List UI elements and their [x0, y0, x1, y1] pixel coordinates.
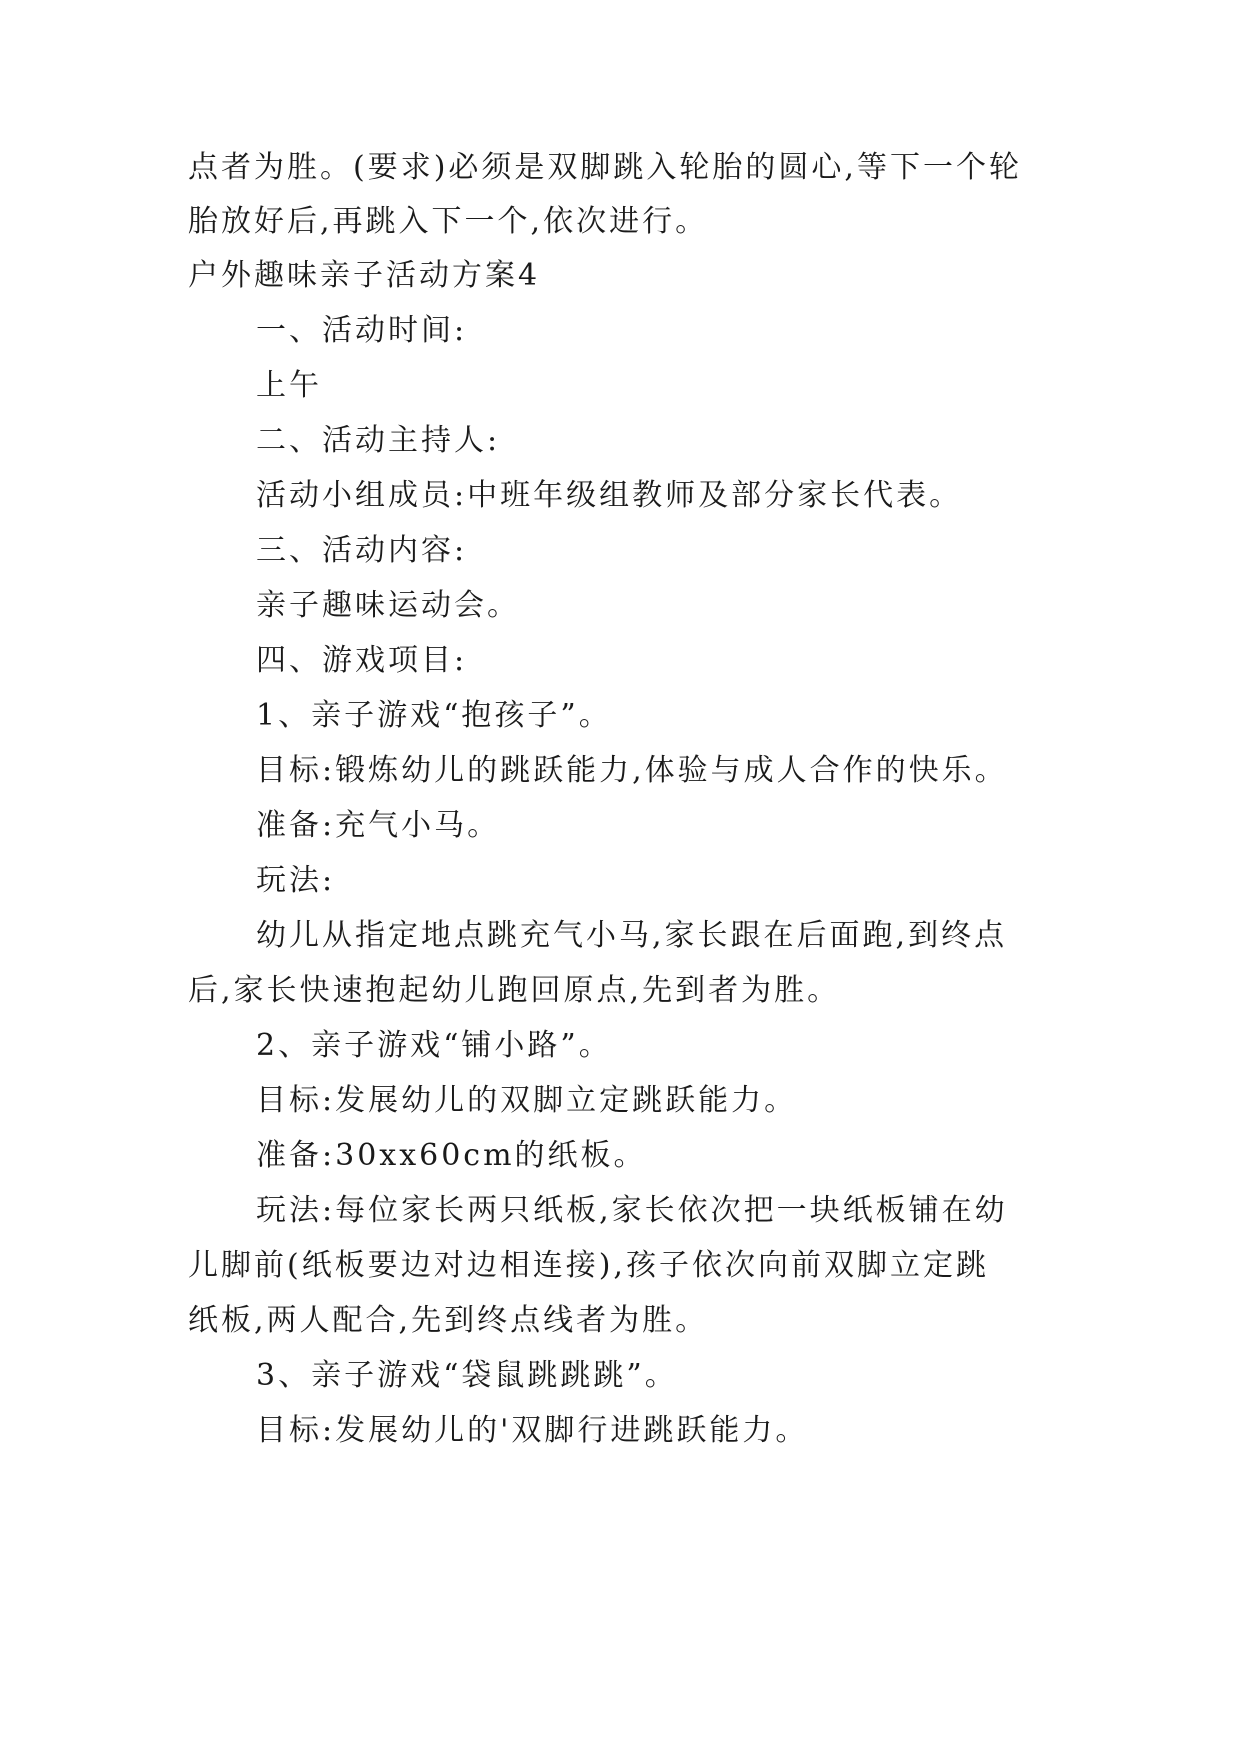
body-text-line: 准备:30xx60cm的纸板。: [256, 1138, 647, 1173]
body-text-line: 亲子趣味运动会。: [256, 588, 520, 623]
body-text-line: 儿脚前(纸板要边对边相连接),孩子依次向前双脚立定跳: [188, 1248, 989, 1283]
game-title: 3、亲子游戏“袋鼠跳跳跳”。: [256, 1358, 678, 1393]
body-text-line: 活动小组成员:中班年级组教师及部分家长代表。: [256, 478, 963, 513]
body-text-line: 后,家长快速抱起幼儿跑回原点,先到者为胜。: [188, 973, 841, 1008]
body-text-line: 目标:锻炼幼儿的跳跃能力,体验与成人合作的快乐。: [256, 753, 1008, 788]
body-text-line: 玩法:: [256, 863, 336, 898]
body-text-line: 目标:发展幼儿的双脚立定跳跃能力。: [256, 1083, 798, 1118]
body-text-line: 幼儿从指定地点跳充气小马,家长跟在后面跑,到终点: [256, 918, 1008, 953]
body-text-line: 目标:发展幼儿的'双脚行进跳跃能力。: [256, 1413, 809, 1448]
body-text-line: 点者为胜。(要求)必须是双脚跳入轮胎的圆心,等下一个轮: [188, 150, 1022, 185]
item-heading: 四、游戏项目:: [256, 643, 468, 678]
body-text-line: 玩法:每位家长两只纸板,家长依次把一块纸板铺在幼: [256, 1193, 1008, 1228]
item-heading: 三、活动内容:: [256, 533, 468, 568]
section-heading: 户外趣味亲子活动方案4: [188, 258, 541, 293]
game-title: 1、亲子游戏“抱孩子”。: [256, 698, 612, 733]
body-text-line: 准备:充气小马。: [256, 808, 501, 843]
body-text-line: 纸板,两人配合,先到终点线者为胜。: [188, 1303, 709, 1338]
item-heading: 二、活动主持人:: [256, 423, 501, 458]
game-title: 2、亲子游戏“铺小路”。: [256, 1028, 612, 1063]
body-text-line: 上午: [256, 368, 322, 403]
item-heading: 一、活动时间:: [256, 313, 468, 348]
body-text-line: 胎放好后,再跳入下一个,依次进行。: [188, 204, 709, 239]
